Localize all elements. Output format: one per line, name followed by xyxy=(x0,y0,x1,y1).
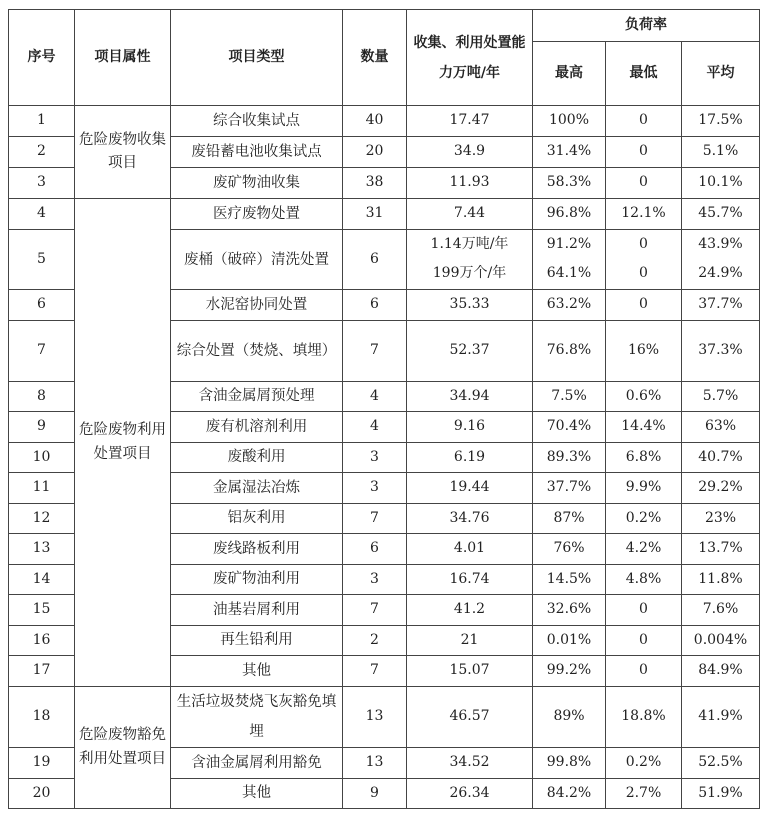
row-type: 医疗废物处置 xyxy=(171,199,343,230)
row-count: 9 xyxy=(343,779,407,809)
table-row xyxy=(9,199,760,230)
header-type: 项目类型 xyxy=(171,10,343,106)
row-type: 水泥窑协同处置 xyxy=(171,290,343,321)
row-count: 31 xyxy=(343,199,407,230)
row-capacity: 15.07 xyxy=(407,656,533,687)
row-min: 0 xyxy=(606,656,682,687)
row-min: 2.7% xyxy=(606,779,682,809)
row-avg: 5.1% xyxy=(682,137,760,168)
row-index: 20 xyxy=(9,779,75,809)
row-min: 0 xyxy=(606,230,682,260)
row-index: 7 xyxy=(9,321,75,382)
row-max: 14.5% xyxy=(533,565,606,595)
row-count: 13 xyxy=(343,687,407,748)
row-type: 废铅蓄电池收集试点 xyxy=(171,137,343,168)
row-avg: 0.004% xyxy=(682,626,760,656)
row-avg-2: 24.9% xyxy=(682,260,760,290)
group-label-collection: 危险废物收集项目 xyxy=(75,106,171,199)
row-index: 13 xyxy=(9,534,75,565)
row-min: 12.1% xyxy=(606,199,682,230)
row-index: 4 xyxy=(9,199,75,230)
row-max: 89% xyxy=(533,687,606,748)
row-index: 18 xyxy=(9,687,75,748)
row-min: 9.9% xyxy=(606,473,682,504)
row-max-2: 64.1% xyxy=(533,260,606,290)
row-count: 7 xyxy=(343,504,407,534)
row-max: 32.6% xyxy=(533,595,606,626)
row-min: 0.6% xyxy=(606,382,682,412)
row-index: 14 xyxy=(9,565,75,595)
row-min: 0.2% xyxy=(606,748,682,779)
row-capacity: 52.37 xyxy=(407,321,533,382)
row-type: 其他 xyxy=(171,779,343,809)
row-max: 91.2% xyxy=(533,230,606,260)
row-type: 综合收集试点 xyxy=(171,106,343,137)
row-avg: 37.3% xyxy=(682,321,760,382)
row-max: 100% xyxy=(533,106,606,137)
row-type: 油基岩屑利用 xyxy=(171,595,343,626)
row-count: 3 xyxy=(343,443,407,473)
row-capacity: 34.76 xyxy=(407,504,533,534)
header-count: 数量 xyxy=(343,10,407,106)
row-type: 废有机溶剂利用 xyxy=(171,412,343,443)
row-index: 16 xyxy=(9,626,75,656)
row-type: 再生铅利用 xyxy=(171,626,343,656)
row-type: 废矿物油利用 xyxy=(171,565,343,595)
row-max: 7.5% xyxy=(533,382,606,412)
row-avg: 52.5% xyxy=(682,748,760,779)
row-type: 废矿物油收集 xyxy=(171,168,343,199)
group-label-utilization: 危险废物利用处置项目 xyxy=(75,199,171,687)
row-avg: 11.8% xyxy=(682,565,760,595)
row-capacity: 11.93 xyxy=(407,168,533,199)
row-count: 2 xyxy=(343,626,407,656)
row-index: 12 xyxy=(9,504,75,534)
row-max: 58.3% xyxy=(533,168,606,199)
row-min: 0 xyxy=(606,595,682,626)
row-max: 89.3% xyxy=(533,443,606,473)
row-index: 10 xyxy=(9,443,75,473)
row-avg: 13.7% xyxy=(682,534,760,565)
row-avg: 41.9% xyxy=(682,687,760,748)
row-index: 3 xyxy=(9,168,75,199)
row-count: 6 xyxy=(343,534,407,565)
row-type: 废桶（破碎）清洗处置 xyxy=(171,230,343,290)
header-avg: 平均 xyxy=(682,42,760,106)
row-avg: 63% xyxy=(682,412,760,443)
row-capacity: 17.47 xyxy=(407,106,533,137)
row-capacity: 1.14万吨/年 xyxy=(407,230,533,260)
row-index: 8 xyxy=(9,382,75,412)
row-capacity: 41.2 xyxy=(407,595,533,626)
row-min: 6.8% xyxy=(606,443,682,473)
row-count: 4 xyxy=(343,382,407,412)
row-min-2: 0 xyxy=(606,260,682,290)
row-capacity: 7.44 xyxy=(407,199,533,230)
table-row xyxy=(9,106,760,137)
row-max: 99.2% xyxy=(533,656,606,687)
row-capacity-2: 199万个/年 xyxy=(407,260,533,290)
row-capacity: 35.33 xyxy=(407,290,533,321)
row-count: 40 xyxy=(343,106,407,137)
row-avg: 17.5% xyxy=(682,106,760,137)
row-index: 15 xyxy=(9,595,75,626)
row-avg: 5.7% xyxy=(682,382,760,412)
row-avg: 51.9% xyxy=(682,779,760,809)
row-capacity: 4.01 xyxy=(407,534,533,565)
row-avg: 40.7% xyxy=(682,443,760,473)
row-capacity: 19.44 xyxy=(407,473,533,504)
row-index: 6 xyxy=(9,290,75,321)
row-capacity: 46.57 xyxy=(407,687,533,748)
row-index: 17 xyxy=(9,656,75,687)
row-index: 11 xyxy=(9,473,75,504)
row-max: 76% xyxy=(533,534,606,565)
row-min: 16% xyxy=(606,321,682,382)
row-count: 20 xyxy=(343,137,407,168)
row-max: 63.2% xyxy=(533,290,606,321)
row-count: 38 xyxy=(343,168,407,199)
row-min: 0 xyxy=(606,168,682,199)
row-count: 3 xyxy=(343,565,407,595)
row-capacity: 34.9 xyxy=(407,137,533,168)
table-row xyxy=(9,687,760,748)
row-avg: 10.1% xyxy=(682,168,760,199)
row-min: 0 xyxy=(606,106,682,137)
row-max: 76.8% xyxy=(533,321,606,382)
row-capacity: 26.34 xyxy=(407,779,533,809)
row-max: 0.01% xyxy=(533,626,606,656)
header-attr: 项目属性 xyxy=(75,10,171,106)
row-index: 19 xyxy=(9,748,75,779)
row-type: 生活垃圾焚烧飞灰豁免填埋 xyxy=(171,687,343,748)
row-count: 7 xyxy=(343,595,407,626)
row-index: 5 xyxy=(9,230,75,290)
row-max: 70.4% xyxy=(533,412,606,443)
row-count: 6 xyxy=(343,290,407,321)
row-avg: 23% xyxy=(682,504,760,534)
row-avg: 84.9% xyxy=(682,656,760,687)
header-max: 最高 xyxy=(533,42,606,106)
capacity-load-table xyxy=(8,9,760,809)
header-min: 最低 xyxy=(606,42,682,106)
row-capacity: 9.16 xyxy=(407,412,533,443)
row-min: 4.2% xyxy=(606,534,682,565)
header-capacity: 收集、利用处置能力万吨/年 xyxy=(407,10,533,106)
row-avg: 43.9% xyxy=(682,230,760,260)
group-label-exemption: 危险废物豁免利用处置项目 xyxy=(75,687,171,809)
row-type: 含油金属屑利用豁免 xyxy=(171,748,343,779)
row-max: 96.8% xyxy=(533,199,606,230)
row-type: 含油金属屑预处理 xyxy=(171,382,343,412)
header-load-rate: 负荷率 xyxy=(533,10,760,42)
row-avg: 45.7% xyxy=(682,199,760,230)
row-capacity: 16.74 xyxy=(407,565,533,595)
row-min: 0 xyxy=(606,137,682,168)
row-min: 18.8% xyxy=(606,687,682,748)
row-min: 14.4% xyxy=(606,412,682,443)
row-max: 37.7% xyxy=(533,473,606,504)
row-max: 31.4% xyxy=(533,137,606,168)
row-capacity: 34.52 xyxy=(407,748,533,779)
row-min: 0 xyxy=(606,626,682,656)
row-type: 铝灰利用 xyxy=(171,504,343,534)
row-type: 综合处置（焚烧、填埋） xyxy=(171,321,343,382)
row-min: 4.8% xyxy=(606,565,682,595)
row-capacity: 34.94 xyxy=(407,382,533,412)
row-count: 6 xyxy=(343,230,407,290)
row-type: 废酸利用 xyxy=(171,443,343,473)
row-avg: 7.6% xyxy=(682,595,760,626)
row-max: 84.2% xyxy=(533,779,606,809)
row-type: 其他 xyxy=(171,656,343,687)
row-avg: 29.2% xyxy=(682,473,760,504)
row-capacity: 21 xyxy=(407,626,533,656)
row-avg: 37.7% xyxy=(682,290,760,321)
row-count: 7 xyxy=(343,656,407,687)
row-type: 金属湿法冶炼 xyxy=(171,473,343,504)
row-type: 废线路板利用 xyxy=(171,534,343,565)
row-count: 4 xyxy=(343,412,407,443)
row-count: 7 xyxy=(343,321,407,382)
row-index: 1 xyxy=(9,106,75,137)
row-index: 9 xyxy=(9,412,75,443)
header-index: 序号 xyxy=(9,10,75,106)
row-max: 99.8% xyxy=(533,748,606,779)
row-min: 0.2% xyxy=(606,504,682,534)
row-count: 13 xyxy=(343,748,407,779)
row-capacity: 6.19 xyxy=(407,443,533,473)
row-max: 87% xyxy=(533,504,606,534)
row-index: 2 xyxy=(9,137,75,168)
row-count: 3 xyxy=(343,473,407,504)
row-min: 0 xyxy=(606,290,682,321)
